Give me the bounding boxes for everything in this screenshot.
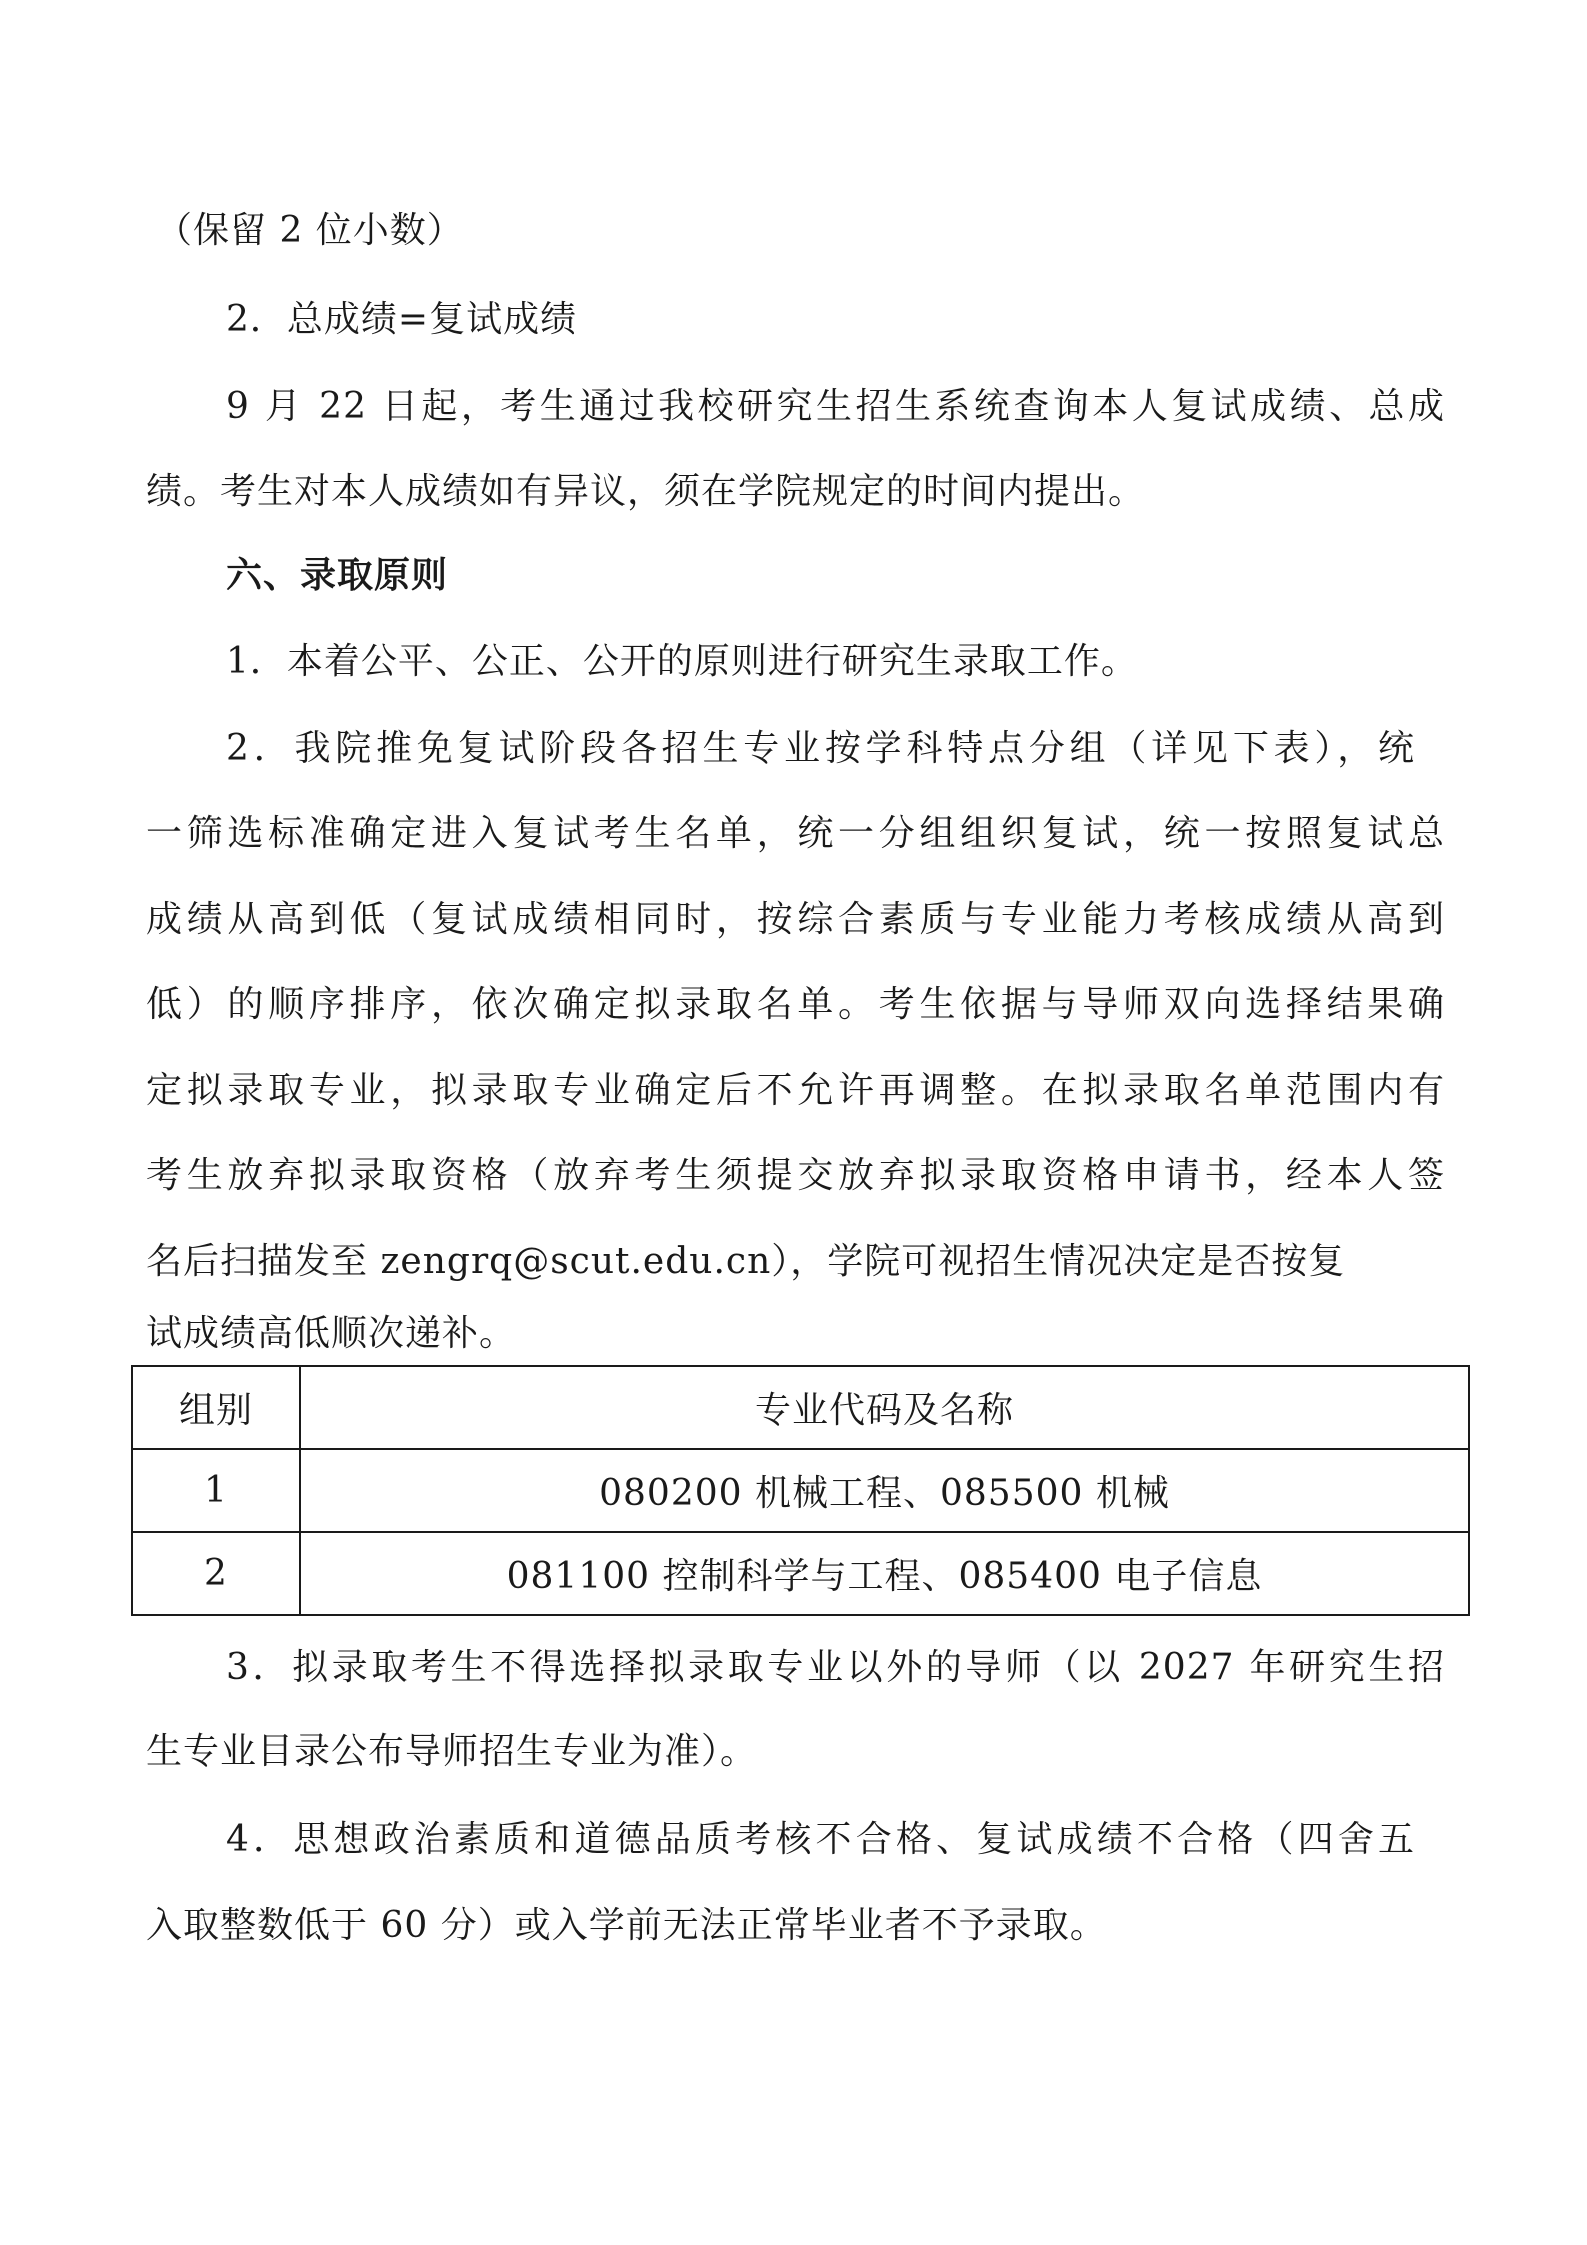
table-cell: 2 <box>132 1532 300 1615</box>
table-cell: 1 <box>132 1449 300 1532</box>
paragraph-line: 生专业目录公布导师招生专业为准）。 <box>146 1731 758 1772</box>
table-cell: 080200 机械工程、085500 机械 <box>300 1449 1469 1532</box>
paragraph-line: 2．我院推免复试阶段各招生专业按学科特点分组（详见下表），统 <box>226 728 1415 769</box>
table-header-cell: 专业代码及名称 <box>300 1366 1469 1449</box>
paragraph-line: 4．思想政治素质和道德品质考核不合格、复试成绩不合格（四舍五 <box>226 1819 1415 1860</box>
paragraph-line: 考生放弃拟录取资格（放弃考生须提交放弃拟录取资格申请书，经本人签 <box>146 1155 1445 1196</box>
group-table <box>131 1365 1470 1616</box>
paragraph-line: 9 月 22 日起，考生通过我校研究生招生系统查询本人复试成绩、总成 <box>226 386 1445 427</box>
paragraph-line: 绩。考生对本人成绩如有异议，须在学院规定的时间内提出。 <box>146 471 1146 512</box>
paragraph-line: 3．拟录取考生不得选择拟录取专业以外的导师（以 2027 年研究生招 <box>226 1647 1445 1688</box>
paragraph-line: 定拟录取专业，拟录取专业确定后不允许再调整。在拟录取名单范围内有 <box>146 1070 1445 1111</box>
paragraph-line: 1．本着公平、公正、公开的原则进行研究生录取工作。 <box>226 641 1138 682</box>
paragraph-line: 名后扫描发至 zengrq@scut.edu.cn），学院可视招生情况决定是否按复 <box>146 1241 1346 1282</box>
table-header-cell: 组别 <box>132 1366 300 1449</box>
paragraph-line: 试成绩高低顺次递补。 <box>146 1313 517 1354</box>
paragraph-line: 成绩从高到低（复试成绩相同时，按综合素质与专业能力考核成绩从高到 <box>146 899 1445 940</box>
table-row <box>132 1532 1469 1615</box>
paragraph-line: 一筛选标准确定进入复试考生名单，统一分组组织复试，统一按照复试总 <box>146 813 1445 854</box>
section-heading: 六、录取原则 <box>226 555 449 596</box>
table-cell: 081100 控制科学与工程、085400 电子信息 <box>300 1532 1469 1615</box>
paragraph-line: 2．总成绩=复试成绩 <box>226 299 578 340</box>
table-header-row <box>132 1366 1469 1449</box>
paragraph-line: 入取整数低于 60 分）或入学前无法正常毕业者不予录取。 <box>146 1905 1107 1946</box>
paragraph-line: 低）的顺序排序，依次确定拟录取名单。考生依据与导师双向选择结果确 <box>146 984 1445 1025</box>
table-row <box>132 1449 1469 1532</box>
paragraph-line: （保留 2 位小数） <box>156 210 464 251</box>
